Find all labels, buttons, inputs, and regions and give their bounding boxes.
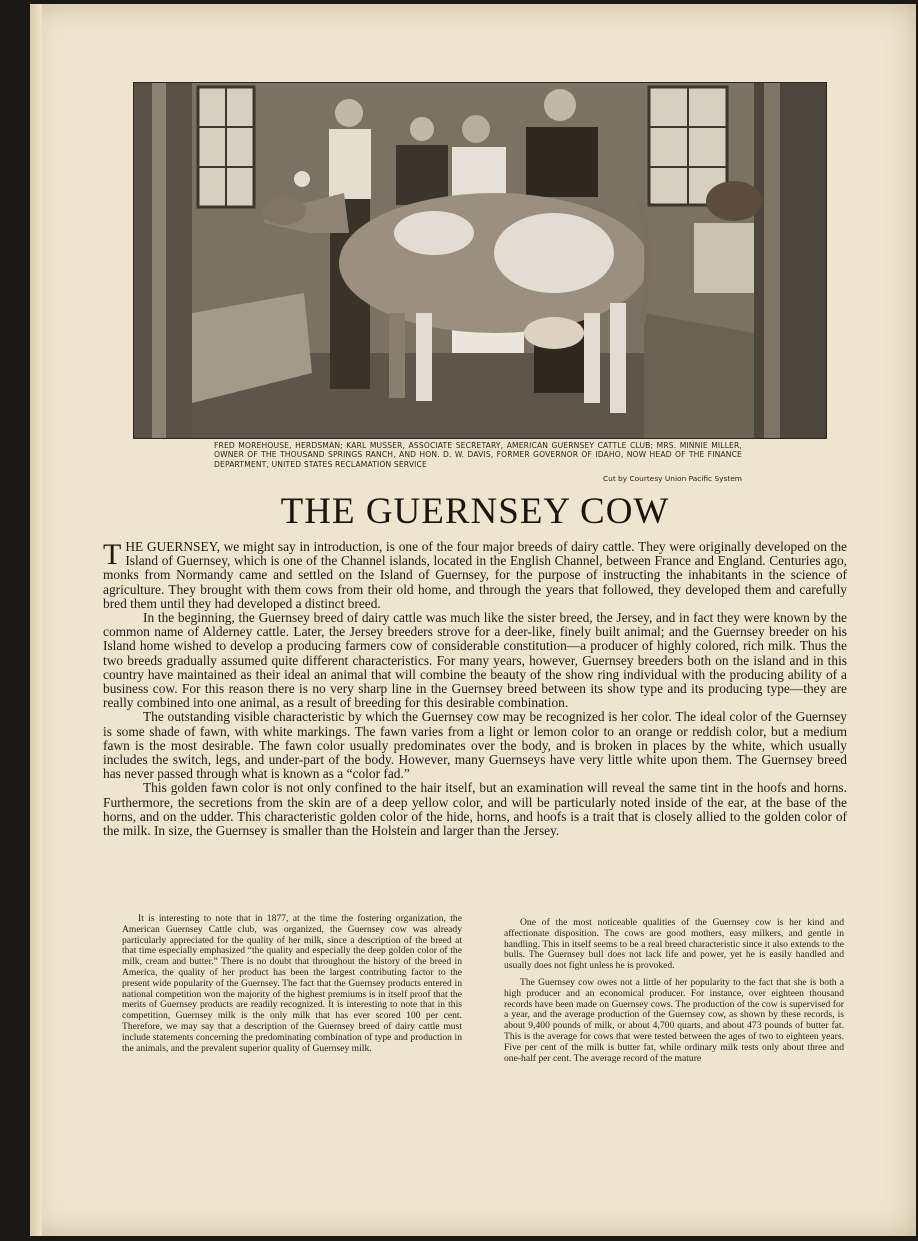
paragraph-color: The outstanding visible characteristic by which the Guernsey cow may be recognized is her color. The ideal color of the Guernsey is some shade of fawn, with white markings. The fawn varies from a light or lemon color to an orange or reddish color, but a medium fawn is the most desirable. The fawn color usually predominates over the body, and is broken in places by the white, which usually includes the switch, legs, and under-part of the body. However, many Guernseys have very little white upon them. The Guernsey breed has never passed through what is known as a “color fad.” bbox=[103, 709, 847, 782]
column-right-paragraph-2: The Guernsey cow owes not a little of her popularity to the fact that she is both a high producer and an economical producer. For instance, over eighteen thousand records have been made on Guernsey cows. The production of the cow is supervised for a year, and the average production of the Guernsey cow, as shown by these records, is about 9,400 pounds of milk, or about 4,700 quarts, and about 473 pounds of butter fat. This is the average for cows that were tested between the ages of two to eighteen years. Five per cent of the milk is butter fat, while ordinary milk tests only about three and one-half per cent. The average record of the mature bbox=[504, 976, 844, 1064]
photo-caption: FRED MOREHOUSE, HERDSMAN; KARL MUSSER, ASSOCIATE SECRETARY, AMERICAN GUERNSEY CATTLE CLUB; MRS. MINNIE MILLER, OWNER OF THE THOUSAND SPRINGS RANCH, AND HON. D. W. DAVIS, FORMER GOVERNOR OF IDAHO, NOW HEAD OF THE FINANCE DEPARTMENT, UNITED STATES RECLAMATION SERVICE bbox=[214, 441, 742, 469]
paragraph-intro-text: HE GUERNSEY, we might say in introduction, is one of the four major breeds of dairy cattle. They were originally developed on the Island of Guernsey, which is one of the Channel islands, located in the English Channel, between France and England. Centuries ago, monks from Normandy came and settled on the Island of Guernsey, for the purpose of instructing the inhabitants in the science of agriculture. They brought with them cows from their old home, and through the years that followed, they developed them and carefully bred them until they had developed a distinct breed. bbox=[103, 539, 847, 611]
paragraph-intro bbox=[103, 540, 847, 611]
page-edge bbox=[30, 4, 42, 1236]
photo-herdsman-cow-icon bbox=[134, 83, 826, 438]
column-right bbox=[504, 918, 844, 1070]
article-title: THE GUERNSEY COW bbox=[280, 491, 670, 532]
drop-cap: T bbox=[103, 538, 122, 571]
photo-credit: Cut by Courtesy Union Pacific System bbox=[602, 474, 742, 483]
column-left-paragraph: It is interesting to note that in 1877, at the time the fostering organization, the American Guernsey Cattle club, was organized, the Guernsey cow was already particularly appreciated for the quality of her milk, since a description of the breed at that time especially emphasized “the quality and especially the deep golden color of the milk, cream and butter.” There is no doubt that throughout the history of the breed in America, the quality of her product has been the largest contributing factor to the present wide popularity of the Guernsey. The fact that the Guernsey products entered in national competition won the majority of the highest premiums is in itself proof that the merits of Guernsey products are readily recognized. It is interesting to note that in this competition, Guernsey milk is the only milk that has ever scored 100 per cent. Therefore, we may say that a description of the Guernsey breed of dairy cattle must include statements concerning the predominating combination of type and production in the animals, and the prevalent superior quality of Guernsey milk. bbox=[122, 913, 462, 1054]
article-body bbox=[103, 540, 847, 838]
photograph bbox=[133, 82, 827, 439]
column-right-paragraph-1: One of the most noticeable qualities of the Guernsey cow is her kind and affectionate disposition. The cows are good mothers, easy milkers, and gentle in handling. This in itself seems to be a real breed characteristic since it also extends to the bulls. The Guernsey bull does not lack life and power, yet he is easily handled and usually does not fight unless he is provoked. bbox=[504, 917, 844, 972]
paragraph-history: In the beginning, the Guernsey breed of dairy cattle was much like the sister breed, the Jersey, and in fact they were known by the common name of Alderney cattle. Later, the Jersey breeders strove for a deer-like, finely built animal; and the Guernsey breeder on his Island home wished to develop a producing farmers cow of considerable constitution—a producer of highly colored, rich milk. Thus the two breeds gradually assumed quite different characteristics. For many years, however, Guernsey breeders both on the island and in this country have maintained as their ideal an animal that will combine the beauty of the show ring individual with the producing ability of a business cow. For this reason there is no very sharp line in the Guernsey breed between its show type and its producing type—they are really combined into one animal, as a result of breeding for this desirable combination. bbox=[103, 610, 847, 711]
paragraph-golden: This golden fawn color is not only confined to the hair itself, but an examination will reveal the same tint in the hoofs and horns. Furthermore, the secretions from the skin are of a deep yellow color, and will be particularly noted inside of the ear, at the base of the horns, and on the udder. This characteristic golden color of the hide, horns, and hoofs is a trait that is closely allied to the golden color of the milk. In size, the Guernsey is smaller than the Holstein and larger than the Jersey. bbox=[103, 780, 847, 839]
column-left bbox=[122, 914, 462, 1060]
